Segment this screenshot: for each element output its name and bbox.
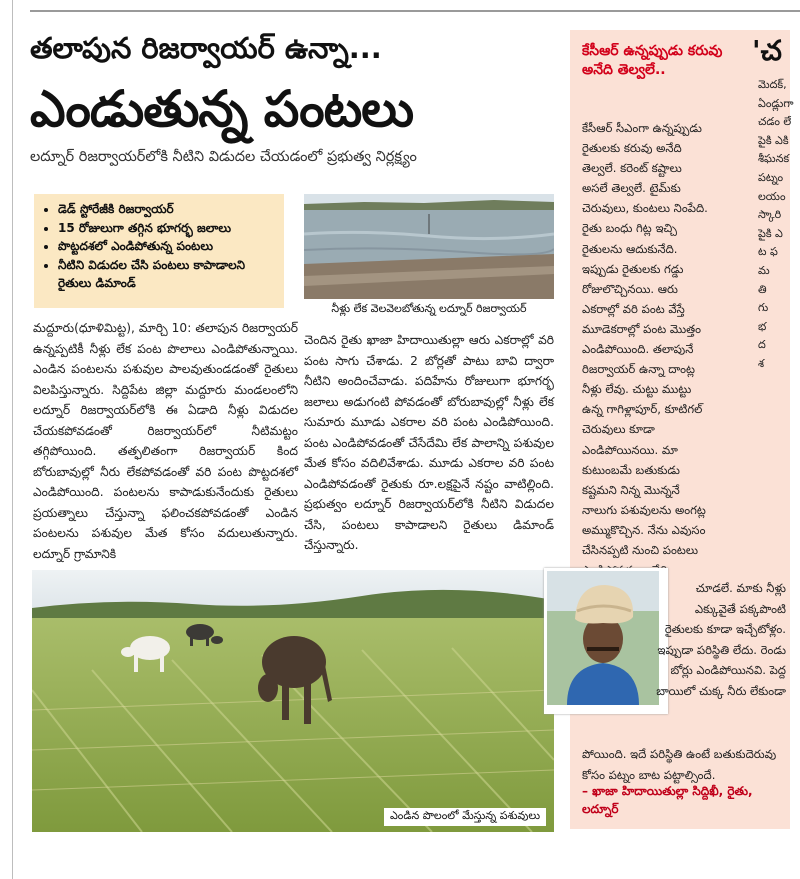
highlights-list xyxy=(40,200,278,293)
next-article-line: శ xyxy=(758,356,765,370)
next-article-line: ట ఫ xyxy=(758,245,778,259)
next-article-line: శీఘనక xyxy=(758,152,790,166)
highlight-item: • డెడ్ స్టోరేజీకి రిజర్వాయర్ xyxy=(58,200,278,219)
field-caption: ఎండిన పొలంలో మేస్తున్న పశువులు xyxy=(384,808,546,826)
next-article-line: చడం లే xyxy=(758,115,792,129)
highlights-box xyxy=(34,194,284,308)
reservoir-caption: నీళ్లు లేక వెలవెలబోతున్న లద్నూర్ రిజర్వాయర్ xyxy=(331,302,527,315)
highlight-item: • నీటిని విడుదల చేసి పంటలు కాపాడాలని రైతులు డిమాండ్ xyxy=(58,256,278,293)
next-article-line: ద xyxy=(758,338,766,352)
next-article-text xyxy=(758,76,800,374)
next-article-line: గు xyxy=(758,301,769,315)
next-article-line: స్కారి xyxy=(758,208,782,222)
article-subhead: లద్నూర్ రిజర్వాయర్‌లోకి నీటిని విడుదల చేయడంలో ప్రభుత్వ నిర్లక్ష్యం xyxy=(30,149,417,165)
reservoir-illustration xyxy=(304,194,554,299)
next-article-line: పట్నం xyxy=(758,170,784,184)
article-kicker: తలాపున రిజర్వాయర్ ఉన్నా... xyxy=(30,31,382,65)
highlight-item: • 15 రోజులుగా తగ్గిన భూగర్భ జలాలు xyxy=(58,219,278,238)
next-article-line: మ xyxy=(758,263,770,277)
next-article-title: 'చ xyxy=(752,34,782,67)
next-article-line: భ xyxy=(758,319,767,333)
farmer-illustration xyxy=(547,571,659,705)
next-article-line: తి xyxy=(758,282,767,296)
next-article-line: మెదక్, xyxy=(758,78,787,91)
article-body-col2: చెందిన రైతు ఖాజా హిదాయితుల్లా ఆరు ఎకరాల్లో వరి పంట సాగు చేశాడు. 2 బోర్లతో పాటు బావి ద్వారా నీటిని అందించేవాడు. పదిహేను రోజులుగా భూగర్భ జలాలు అడుగంటి పోవడంతో బోరుబావుల్లో నీళ్లు లేక సుమారు మూడు ఎకరాల వరి పంట ఎండిపోయింది. పంట ఎండిపోవడంతో చేసేదేమి లేక పాలాన్ని పశువుల మేత కోసం వదిలివేశాడు. మూడు ఎకరాల వరి పంట ఎండిపోవడంతో రైతుకు రూ.లక్షపైనే నష్టం వాటిల్లింది. ప్రభుత్వం లద్నూర్ రిజర్వాయర్‌లోకి నీటిని విడుదల చేసి, పంటలు కాపాడాలని రైతులు డిమాండ్ చేస్తున్నారు. xyxy=(304,333,554,552)
column-rule xyxy=(12,0,13,879)
article-headline: ఎండుతున్న పంటలు xyxy=(30,80,414,138)
top-rule xyxy=(30,10,800,12)
highlight-item: • పొట్టదశలో ఎండిపోతున్న పంటలు xyxy=(58,237,278,256)
sidebar-title: కేసీఆర్ ఉన్నప్పుడు కరువు అనేది తెల్వలే.. xyxy=(582,43,723,78)
sidebar-text-bottom: పోయింది. ఇదే పరిస్థితి ఉంటే బతుకుదెరువు కోసం పట్నం బాట పట్టాల్సిందే. xyxy=(582,747,777,782)
next-article-line: పైకి ఎకి xyxy=(758,133,789,147)
field-photo xyxy=(32,570,554,832)
cattle-field-illustration xyxy=(32,570,554,832)
article-body-col1: మద్దూరు(ధూళిమిట్ట), మార్చి 10: తలాపున రిజర్వాయర్ ఉన్నప్పటికీ నీళ్లు లేక పంట పొలాలు ఎండిపోతున్నాయి. ఎండిన పంటలను పశువుల పాలవుతుండడంతో రైతులు విలపిస్తున్నారు. సిద్దిపేట జిల్లా మద్దూరు మండలంలోని లద్నూర్ రిజర్వాయర్‌లోకి ఈ ఏడాది నీళ్లు విడుదల చేయకపోవడంతో రిజర్వాయర్‌లో నీటిమట్టం తగ్గిపోయింది. తత్ఫలితంగా రిజర్వాయర్ కింద బోరుబావుల్లో నీరు లేకపోవడంతో వరి పంట పొట్టదశలో ఎండిపోయింది. పంటలను కాపాడుకునేందుకు రైతులు ప్రయత్నాలు చేస్తున్నా ఫలించకపోవడంతో ఎండిన పంటలను పశువుల మేత కోసం వదులుతున్నారు. లద్నూర్ గ్రామానికి xyxy=(33,321,298,561)
sidebar-signature: – ఖాజా హిదాయితుల్లా సిద్దిఖీ, రైతు, లద్నూర్ xyxy=(582,784,753,816)
reservoir-photo xyxy=(304,194,554,299)
sidebar-text-top: కేసీఆర్ సీఎంగా ఉన్నప్పుడు రైతులకు కరువు అనేది తెల్వలే. కరెంట్ కష్టాలు అసలే తెల్వలే. టైమ్‌కు చెరువులు, కుంటలు నింపేది. రైతు బంధు గిట్ల ఇచ్చి రైతులను ఆదుకునేది. ఇప్పుడు రైతులకు గడ్డు రోజులొచ్చినయి. ఆరు ఎకరాల్లో వరి పంట వేస్తే మూడెకరాల్లో పంట మొత్తం ఎండిపోయింది. తలాపునే రిజర్వాయర్ ఉన్నా దాంట్ల నీళ్లు లేవు. చుట్టు ముట్టు ఉన్న గాగిళ్లాపూర్, కూటిగల్ చెరువులు కూడా ఎండిపోయినయి. మా కుటుంబమే బతుకుడు కష్టమని నిన్న మొన్ననే నాలుగు పశువులను అంగట్ల అమ్ముకొచ్చిన. నేను ఎవుసం చేసినప్పటి నుంచి పంటలు xyxy=(582,121,708,557)
sidebar-text-right: చూడలే. మాకు నీళ్లు ఎక్కువైతే పక్కపొంటి రైతులకు కూడా ఇచ్చేటోళ్లం. ఇప్పుడా పరిస్థితి లేదు. రెండు బోర్లు ఎండిపోయినవి. పెద్ద బాయిలో చుక్క నీరు లేకుండా xyxy=(656,581,786,698)
next-article-line: ఏండ్లుగా xyxy=(758,96,794,110)
next-article-line: పైకి ఎ xyxy=(758,226,783,240)
farmer-portrait xyxy=(544,568,668,714)
next-article-line: లయం xyxy=(758,189,786,203)
